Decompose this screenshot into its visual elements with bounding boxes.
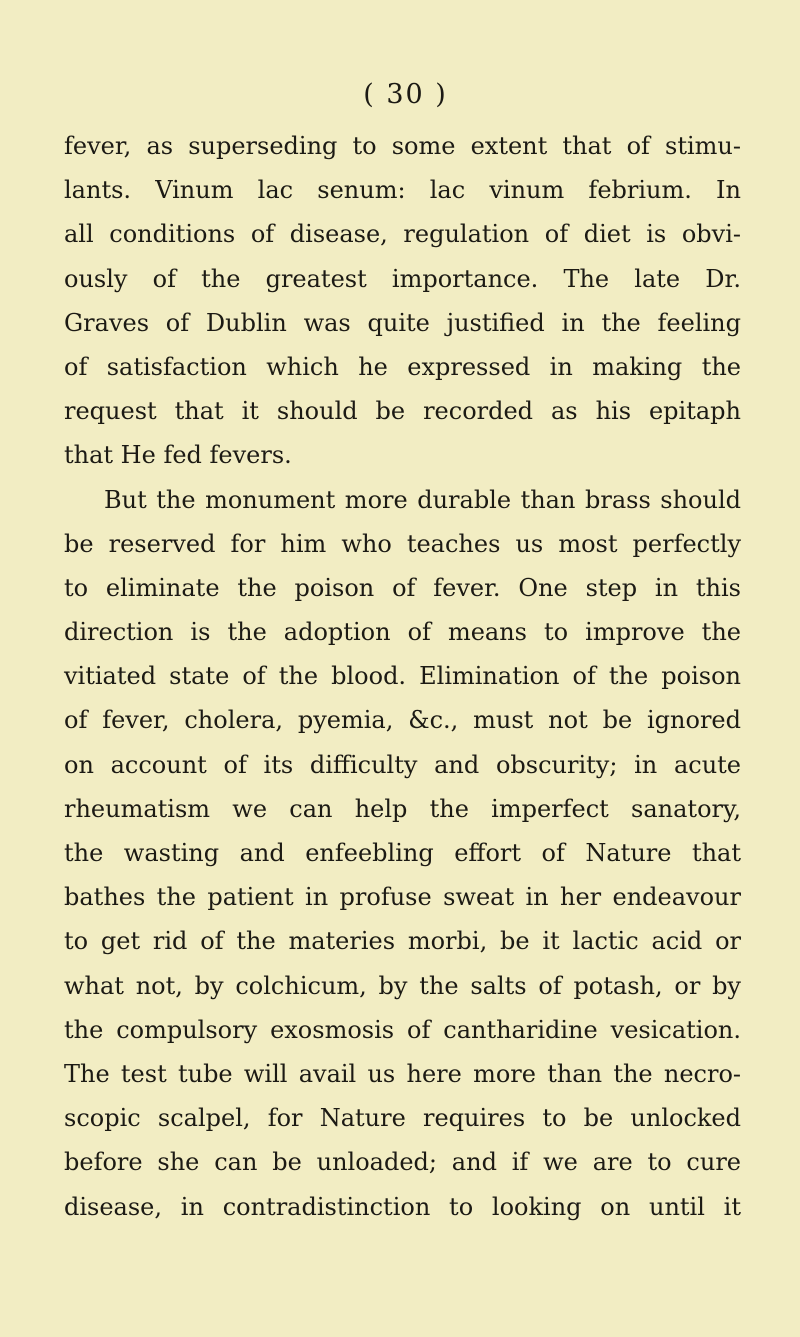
text-line: of fever, cholera, pyemia, &c., must not be ignored: [64, 706, 741, 735]
text-line: before she can be unloaded; and if we are to cure: [64, 1148, 741, 1177]
paragraph: [64, 124, 741, 478]
text-line: scopic scalpel, for Nature requires to be unlocked: [64, 1104, 741, 1133]
paragraph: [64, 478, 741, 1229]
text-line: be reserved for him who teaches us most perfectly: [64, 529, 741, 558]
text-line: fever, as superseding to some extent that of stimu-: [64, 132, 741, 160]
text-line: But the monument more durable than brass should: [104, 485, 741, 514]
text-line: lants. Vinum lac senum: lac vinum febrium. In: [64, 176, 741, 205]
text-line: all conditions of disease, regulation of diet is obvi-: [64, 220, 741, 249]
text-line: on account of its difficulty and obscurity; in acute: [64, 750, 741, 779]
text-line: of satisfaction which he expressed in making the: [64, 352, 741, 381]
text-line: The test tube will avail us here more than the necro-: [64, 1059, 741, 1088]
text-line: the compulsory exosmosis of cantharidine vesication.: [64, 1015, 741, 1044]
text-line: direction is the adoption of means to improve the: [64, 618, 741, 647]
text-line: ously of the greatest importance. The late Dr.: [64, 264, 741, 293]
text-line: to eliminate the poison of fever. One step in this: [64, 573, 741, 602]
text-line: bathes the patient in profuse sweat in her endeavour: [64, 883, 741, 912]
text-line: that He fed fevers.: [64, 441, 292, 470]
text-line: request that it should be recorded as his epitaph: [64, 397, 741, 426]
text-line: vitiated state of the blood. Elimination of the poison: [64, 662, 741, 691]
text-line: disease, in contradistinction to looking on until it: [64, 1192, 741, 1221]
text-line: to get rid of the materies morbi, be it lactic acid or: [64, 927, 741, 956]
text-line: what not, by colchicum, by the salts of potash, or by: [64, 971, 741, 1000]
text-line: Graves of Dublin was quite justified in the feeling: [64, 308, 741, 337]
text-line: the wasting and enfeebling effort of Nature that: [64, 839, 741, 867]
text-line: rheumatism we can help the imperfect sanatory,: [64, 794, 741, 823]
page-number: ( 30 ): [363, 79, 448, 110]
